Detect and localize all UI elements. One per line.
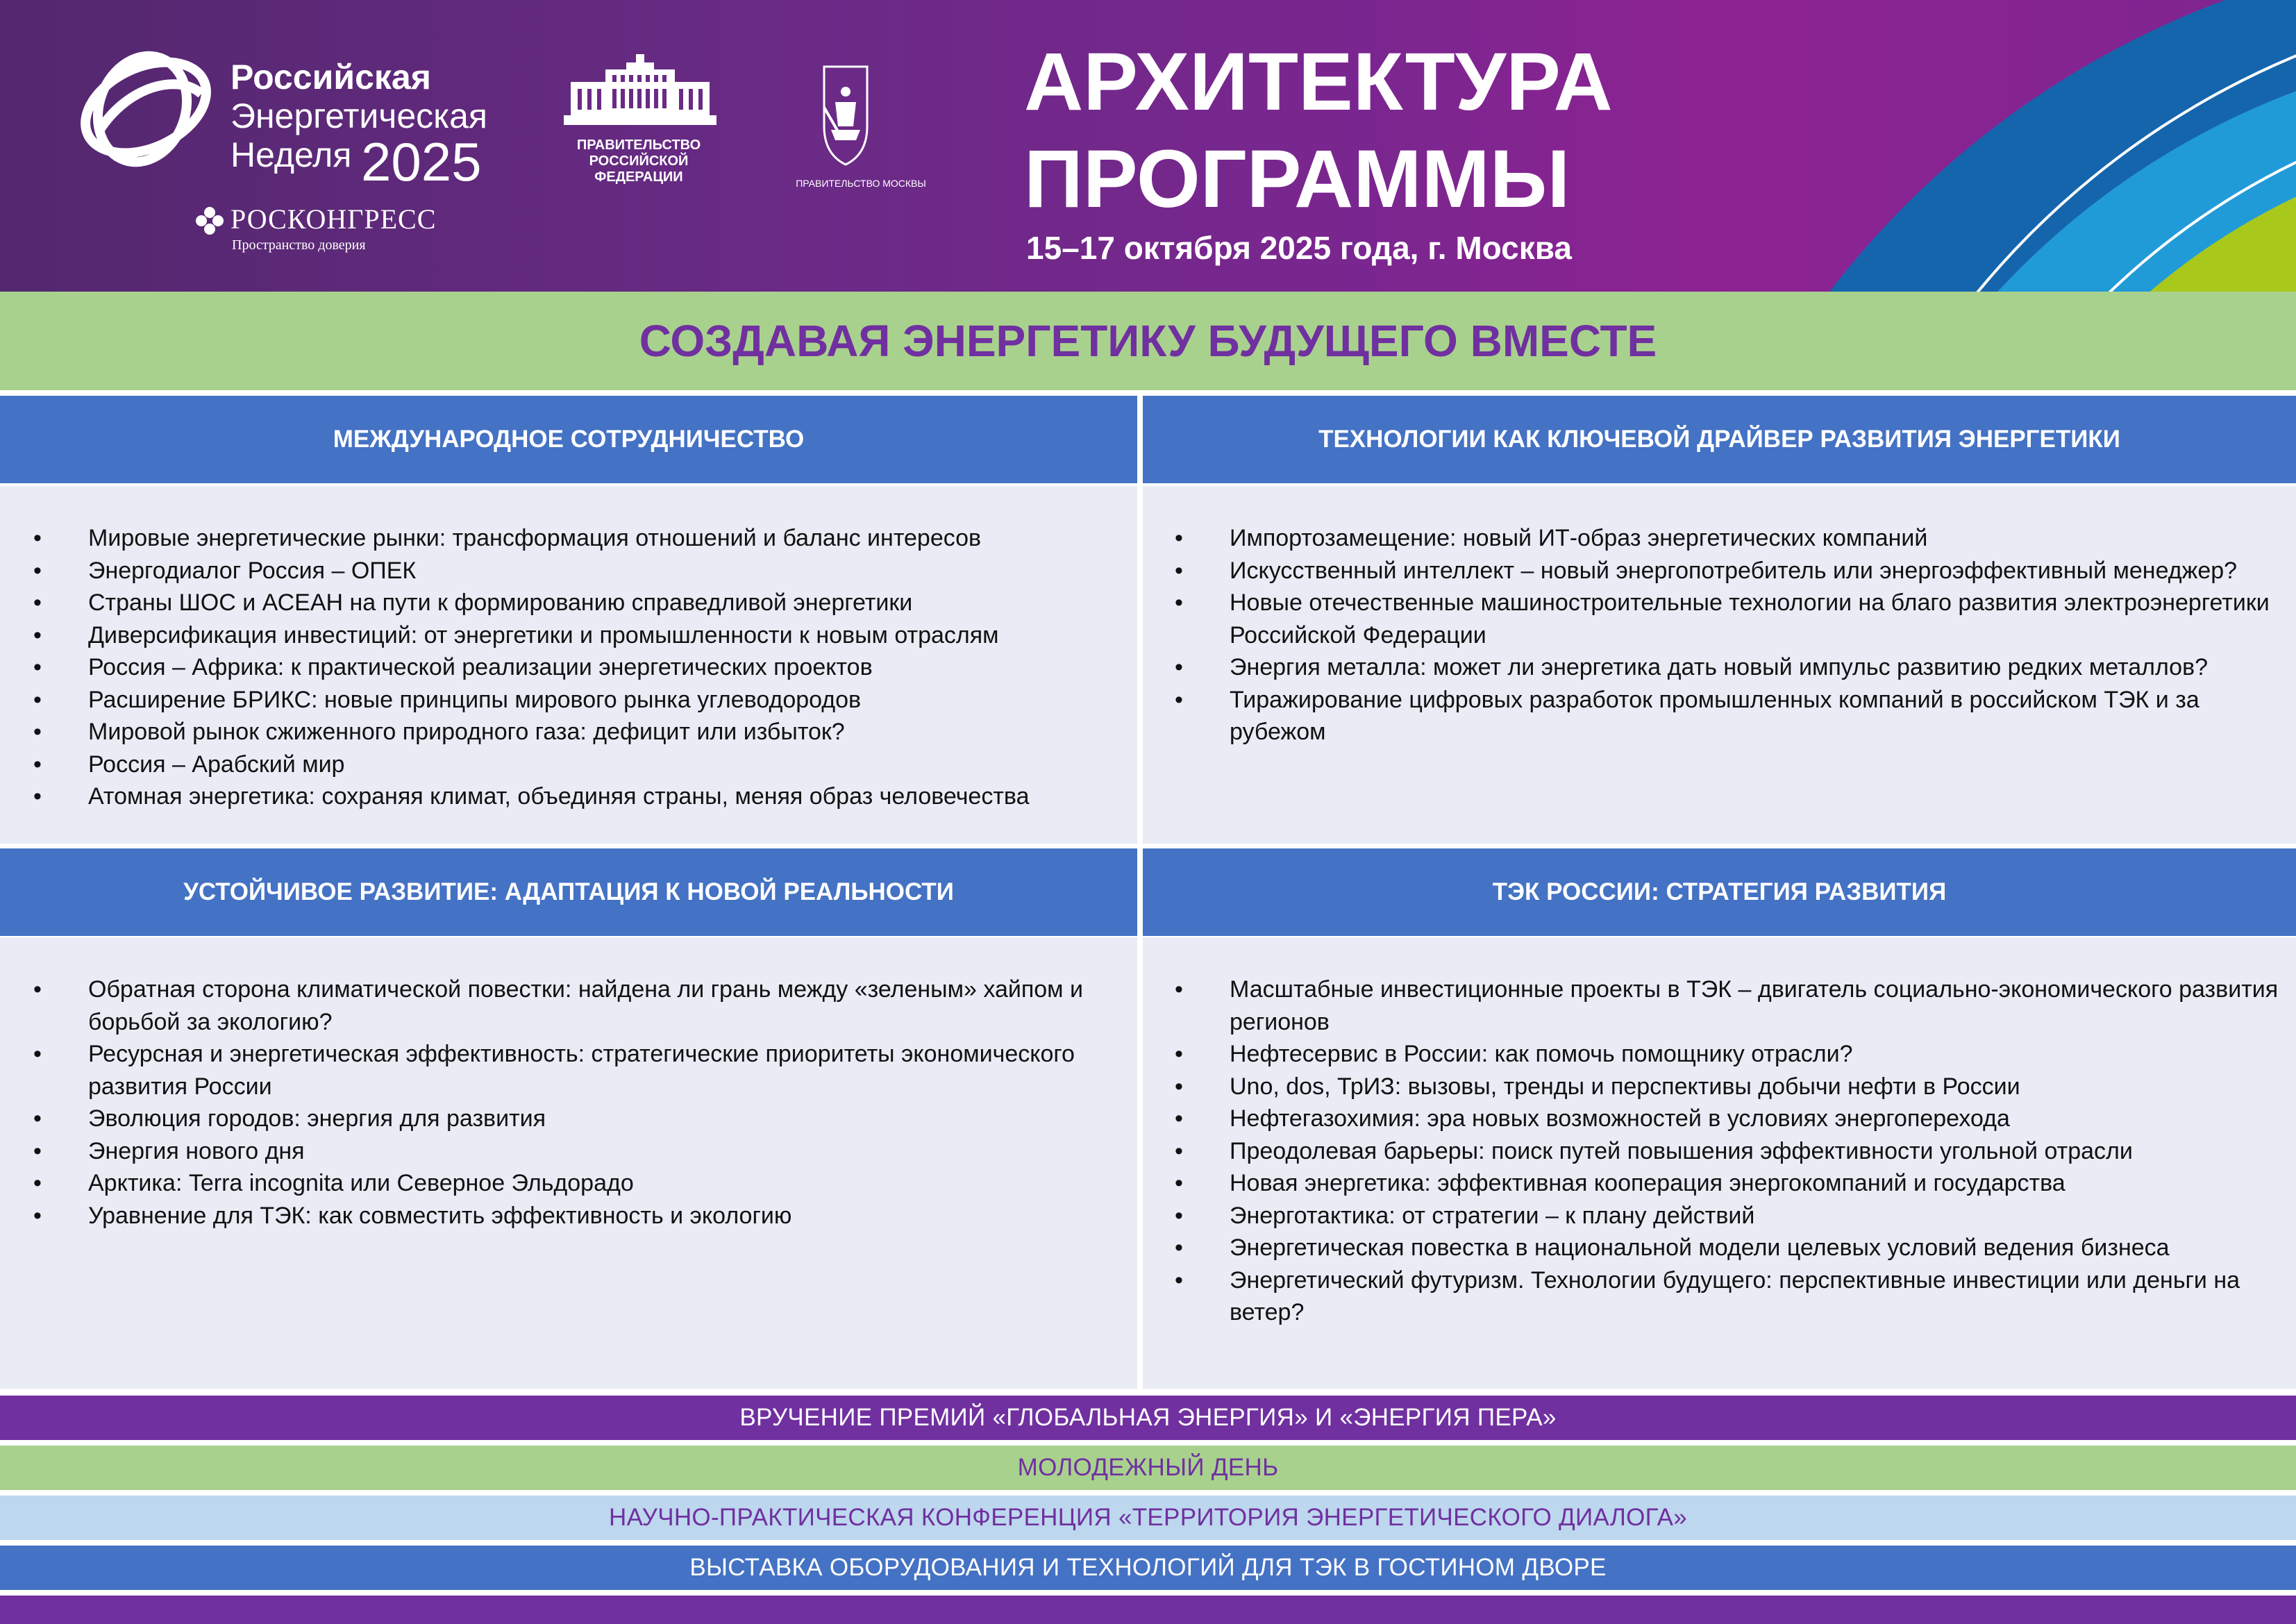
band-exhibition [0, 1546, 2296, 1590]
logo-line-2: Энергетическая [231, 97, 487, 135]
gov-moscow-label: ПРАВИТЕЛЬСТВО МОСКВЫ [796, 178, 926, 189]
roscongress-tagline: Пространство доверия [232, 237, 366, 253]
list-item: • Россия – Арабский мир [33, 748, 1130, 781]
slogan-text: СОЗДАВАЯ ЭНЕРГЕТИКУ БУДУЩЕГО ВМЕСТЕ [639, 316, 1657, 366]
list-item: • Нефтегазохимия: эра новых возможностей в условиях энергоперехода [1175, 1103, 2279, 1135]
list-item: • Энергия нового дня [33, 1135, 1130, 1168]
event-dates: 15–17 октября 2025 года, г. Москва [1026, 230, 1572, 266]
section-header-technology [1143, 396, 2296, 483]
section-title: ТЭК РОССИИ: СТРАТЕГИЯ РАЗВИТИЯ [1492, 878, 1947, 905]
topic-list [1175, 973, 2279, 1329]
list-item: • Преодолевая барьеры: поиск путей повышения эффективности угольной отрасли [1175, 1135, 2279, 1168]
list-item: • Обратная сторона климатической повестки: найдена ли грань между «зеленым» хайпом и борьбой за экологию? [33, 973, 1130, 1038]
government-building-icon [564, 54, 717, 132]
list-item: • Uno, dos, ТрИЗ: вызовы, тренды и перспективы добычи нефти в России [1175, 1071, 2279, 1103]
list-item: • Россия – Африка: к практической реализации энергетических проектов [33, 651, 1130, 684]
gov-rf-line-3: ФЕДЕРАЦИИ [594, 169, 683, 185]
topic-list [33, 522, 1130, 813]
section-title: ТЕХНОЛОГИИ КАК КЛЮЧЕВОЙ ДРАЙВЕР РАЗВИТИЯ ЭНЕРГЕТИКИ [1318, 426, 2120, 453]
logo-year: 2025 [361, 131, 482, 192]
list-item: • Уравнение для ТЭК: как совместить эффективность и экологию [33, 1200, 1130, 1232]
page-title [1024, 33, 1613, 228]
section-body-international [0, 486, 1137, 844]
title-line-2: ПРОГРАММЫ [1024, 133, 1570, 225]
section-title: МЕЖДУНАРОДНОЕ СОТРУДНИЧЕСТВО [333, 426, 805, 453]
moscow-coat-of-arms-icon [821, 64, 870, 168]
band-text: НАУЧНО-ПРАКТИЧЕСКАЯ КОНФЕРЕНЦИЯ «ТЕРРИТОРИЯ ЭНЕРГЕТИЧЕСКОГО ДИАЛОГА» [609, 1504, 1687, 1531]
list-item: • Мировые энергетические рынки: трансформация отношений и баланс интересов [33, 522, 1130, 555]
title-line-1: АРХИТЕКТУРА [1024, 36, 1613, 128]
section-body-sustainable [0, 937, 1137, 1389]
list-item: • Арктика: Terra incognita или Северное Эльдорадо [33, 1167, 1130, 1200]
gov-rf-line-1: ПРАВИТЕЛЬСТВО [576, 137, 701, 153]
logo-line-1: Российская [231, 58, 431, 97]
list-item: • Импортозамещение: новый ИТ-образ энергетических компаний [1175, 522, 2279, 555]
list-item: • Энергодиалог Россия – ОПЕК [33, 555, 1130, 587]
topic-list [33, 973, 1130, 1232]
band-conference [0, 1496, 2296, 1540]
list-item: • Нефтесервис в России: как помочь помощнику отрасли? [1175, 1038, 2279, 1071]
list-item: • Энергетический футуризм. Технологии будущего: перспективные инвестиции или деньги на ветер? [1175, 1264, 2279, 1329]
list-item: • Энерготактика: от стратегии – к плану действий [1175, 1200, 2279, 1232]
list-item: • Атомная энергетика: сохраняя климат, объединяя страны, меняя образ человечества [33, 780, 1130, 813]
band-youth-day [0, 1446, 2296, 1490]
section-body-technology [1143, 486, 2296, 844]
section-header-sustainable [0, 848, 1137, 936]
section-header-international [0, 396, 1137, 483]
topic-list [1175, 522, 2279, 748]
band-bottom-strip [0, 1596, 2296, 1624]
roscongress-name: РОСКОНГРЕСС [231, 203, 437, 235]
band-text: ВЫСТАВКА ОБОРУДОВАНИЯ И ТЕХНОЛОГИЙ ДЛЯ ТЭК В ГОСТИНОМ ДВОРЕ [689, 1554, 1607, 1581]
slogan-banner [0, 292, 2296, 390]
section-body-fuel-energy [1143, 937, 2296, 1389]
list-item: • Искусственный интеллект – новый энергопотребитель или энергоэффективный менеджер? [1175, 555, 2279, 587]
list-item: • Расширение БРИКС: новые принципы мирового рынка углеводородов [33, 684, 1130, 717]
band-awards [0, 1396, 2296, 1440]
section-header-fuel-energy [1143, 848, 2296, 936]
list-item: • Ресурсная и энергетическая эффективность: стратегические приоритеты экономического развития России [33, 1038, 1130, 1103]
list-item: • Новые отечественные машиностроительные технологии на благо развития электроэнергетики Российской Федерации [1175, 587, 2279, 651]
gov-rf-label [555, 137, 722, 185]
list-item: • Диверсификация инвестиций: от энергетики и промышленности к новым отраслям [33, 619, 1130, 652]
band-text: ВРУЧЕНИЕ ПРЕМИЙ «ГЛОБАЛЬНАЯ ЭНЕРГИЯ» И «ЭНЕРГИЯ ПЕРА» [739, 1404, 1557, 1431]
list-item: • Масштабные инвестиционные проекты в ТЭК – двигатель социально-экономического развития регионов [1175, 973, 2279, 1038]
logo-line-3: Неделя [231, 135, 352, 174]
list-item: • Эволюция городов: энергия для развития [33, 1103, 1130, 1135]
roscongress-flower-icon [194, 206, 225, 236]
band-text: МОЛОДЕЖНЫЙ ДЕНЬ [1017, 1454, 1279, 1481]
gov-rf-line-2: РОССИЙСКОЙ [589, 153, 689, 169]
section-title: УСТОЙЧИВОЕ РАЗВИТИЕ: АДАПТАЦИЯ К НОВОЙ РЕАЛЬНОСТИ [183, 878, 954, 905]
list-item: • Энергетическая повестка в национальной модели целевых условий ведения бизнеса [1175, 1232, 2279, 1264]
list-item: • Страны ШОС и АСЕАН на пути к формированию справедливой энергетики [33, 587, 1130, 619]
list-item: • Мировой рынок сжиженного природного газа: дефицит или избыток? [33, 716, 1130, 748]
header-banner [0, 0, 2296, 292]
list-item: • Энергия металла: может ли энергетика дать новый импульс развитию редких металлов? [1175, 651, 2279, 684]
rew-swirl-logo-icon [73, 45, 219, 170]
list-item: • Новая энергетика: эффективная кооперация энергокомпаний и государства [1175, 1167, 2279, 1200]
list-item: • Тиражирование цифровых разработок промышленных компаний в российском ТЭК и за рубежом [1175, 684, 2279, 748]
